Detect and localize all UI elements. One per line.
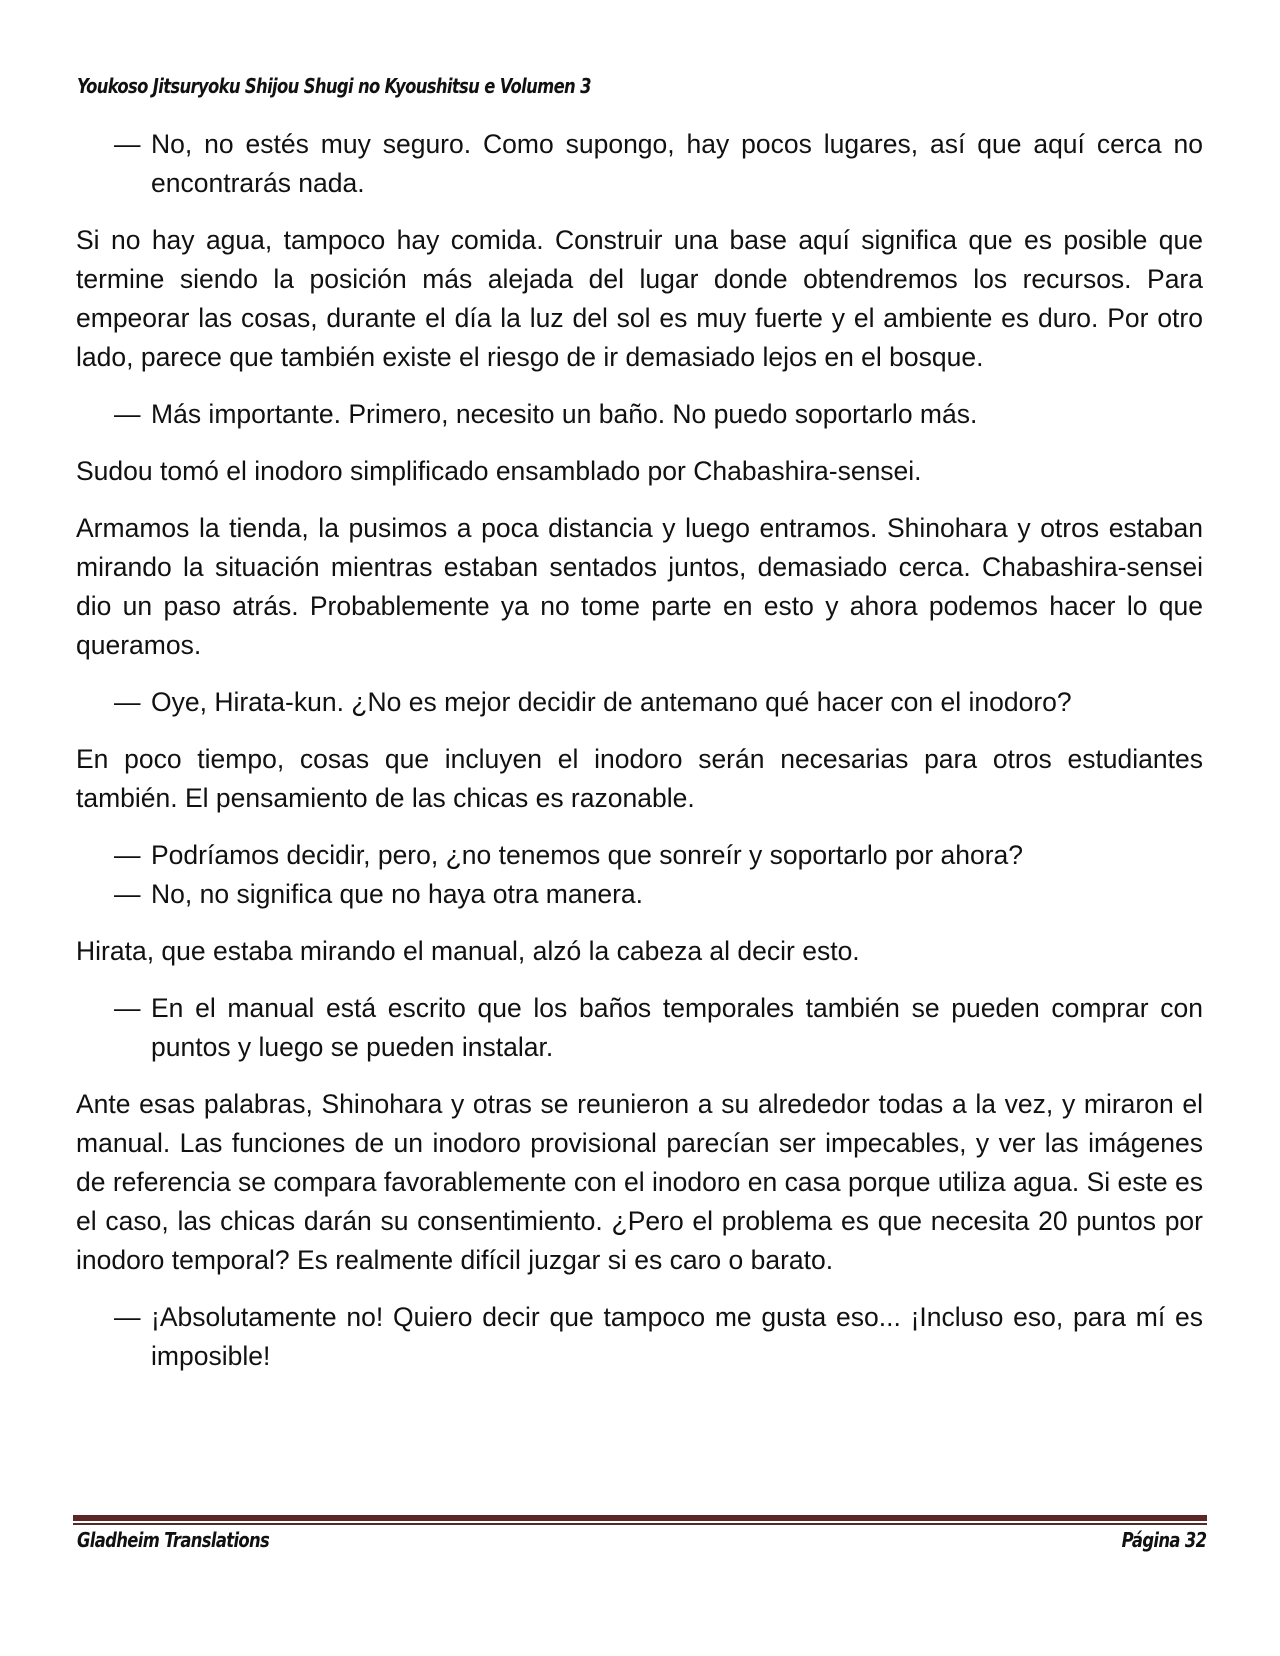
footer-rule-thick <box>73 1515 1207 1521</box>
dialogue-text: No, no significa que no haya otra manera. <box>151 879 644 909</box>
dialogue-text: No, no estés muy seguro. Como supongo, hay pocos lugares, así que aquí cerca no encontrarás nada. <box>151 129 1203 198</box>
dialogue-dash: — <box>114 993 141 1023</box>
dialogue-text: Podríamos decidir, pero, ¿no tenemos que sonreír y soportarlo por ahora? <box>151 840 1024 870</box>
dialogue-dash: — <box>114 1302 141 1332</box>
footer-rule-thin <box>73 1523 1207 1525</box>
running-header: Youkoso Jitsuryoku Shijou Shugi no Kyoushitsu e Volumen 3 <box>77 74 591 98</box>
dialogue-line <box>76 989 1203 1067</box>
paragraph: Ante esas palabras, Shinohara y otras se reunieron a su alrededor todas a la vez, y miraron el manual. Las funciones de un inodoro provisional parecían ser impecables, y ver las imágenes de referencia se compara favorablemente con el inodoro en casa porque utiliza agua. Si este es el caso, las chicas darán su consentimiento. ¿Pero el problema es que necesita 20 puntos por inodoro temporal? Es realmente difícil juzgar si es caro o barato. <box>76 1089 1203 1275</box>
paragraph: En poco tiempo, cosas que incluyen el inodoro serán necesarias para otros estudiantes también. El pensamiento de las chicas es razonable. <box>76 744 1203 813</box>
dialogue-line <box>76 683 1203 722</box>
dialogue-text: En el manual está escrito que los baños temporales también se pueden comprar con puntos y luego se pueden instalar. <box>151 993 1203 1062</box>
paragraph: Hirata, que estaba mirando el manual, alzó la cabeza al decir esto. <box>76 936 860 966</box>
paragraph: Armamos la tienda, la pusimos a poca distancia y luego entramos. Shinohara y otros estaban mirando la situación mientras estaban sentados juntos, demasiado cerca. Chabashira-sensei dio un paso atrás. Probablemente ya no tome parte en esto y ahora podemos hacer lo que queramos. <box>76 513 1203 660</box>
dialogue-dash: — <box>114 840 141 870</box>
paragraph: Si no hay agua, tampoco hay comida. Construir una base aquí significa que es posible que termine siendo la posición más alejada del lugar donde obtendremos los recursos. Para empeorar las cosas, durante el día la luz del sol es muy fuerte y el ambiente es duro. Por otro lado, parece que también existe el riesgo de ir demasiado lejos en el bosque. <box>76 225 1203 372</box>
dialogue-line <box>76 875 1203 914</box>
dialogue-line <box>76 125 1203 203</box>
dialogue-dash: — <box>114 879 141 909</box>
footer-publisher: Gladheim Translations <box>77 1528 270 1552</box>
dialogue-text: ¡Absolutamente no! Quiero decir que tampoco me gusta eso... ¡Incluso eso, para mí es imposible! <box>151 1302 1203 1371</box>
dialogue-dash: — <box>114 399 141 429</box>
dialogue-line <box>76 836 1203 875</box>
dialogue-dash: — <box>114 129 141 159</box>
dialogue-line <box>76 1298 1203 1376</box>
dialogue-line <box>76 395 1203 434</box>
dialogue-text: Más importante. Primero, necesito un baño. No puedo soportarlo más. <box>151 399 978 429</box>
page-body <box>76 125 1203 1394</box>
dialogue-dash: — <box>114 687 141 717</box>
dialogue-text: Oye, Hirata-kun. ¿No es mejor decidir de antemano qué hacer con el inodoro? <box>151 687 1072 717</box>
page-number: Página 32 <box>1121 1528 1206 1552</box>
paragraph: Sudou tomó el inodoro simplificado ensamblado por Chabashira-sensei. <box>76 456 922 486</box>
